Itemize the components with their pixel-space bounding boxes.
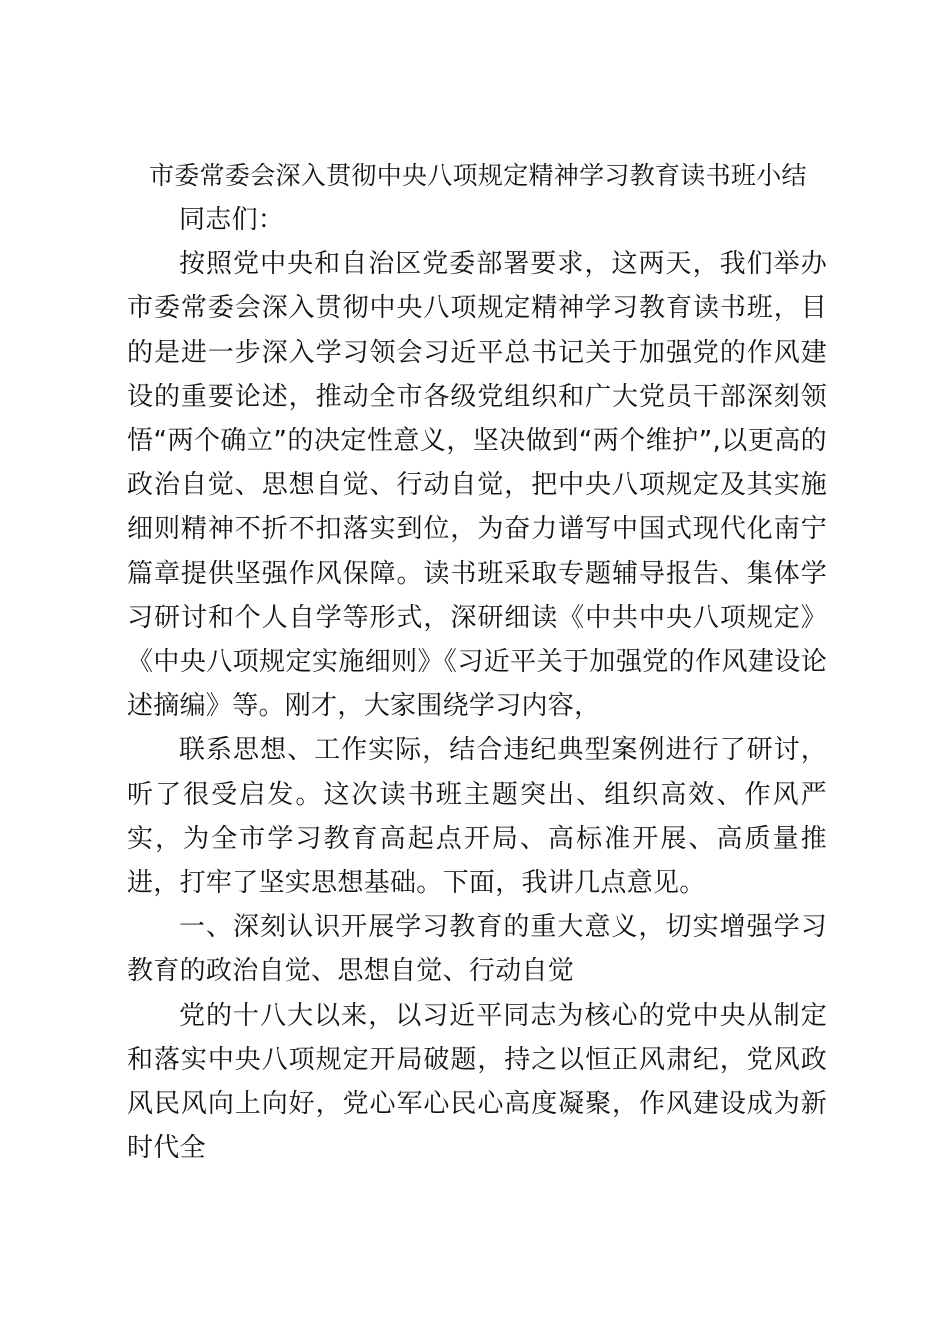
section-paragraph: 党的十八大以来，以习近平同志为核心的党中央从制定和落实中央八项规定开局破题，持之以恒正风肃纪，党风政风民风向上向好，党心军心民心高度凝聚，作风建设成为新时代全: [127, 1000, 827, 1164]
document-title: 市委常委会深入贯彻中央八项规定精神学习教育读书班小结: [149, 161, 807, 190]
greeting: 同志们：: [179, 205, 285, 235]
section-heading: 一、深刻认识开展学习教育的重大意义，切实增强学习教育的政治自觉、思想自觉、行动自觉: [127, 912, 827, 987]
document-body: [127, 154, 827, 1170]
paragraph-2: 联系思想、工作实际，结合违纪典型案例进行了研讨，听了很受启发。这次读书班主题突出、组织高效、作风严实，为全市学习教育高起点开局、高标准开展、高质量推进，打牢了坚实思想基础。下面，我讲几点意见。: [127, 735, 827, 899]
paragraph-1: 按照党中央和自治区党委部署要求，这两天，我们举办市委常委会深入贯彻中央八项规定精神学习教育读书班，目的是进一步深入学习领会习近平总书记关于加强党的作风建设的重要论述，推动全市各级党组织和广大党员干部深刻领悟“两个确立”的决定性意义，坚决做到“两个维护”,以更高的政治自觉、思想自觉、行动自觉，把中央八项规定及其实施细则精神不折不扣落实到位，为奋力谱写中国式现代化南宁篇章提供坚强作风保障。读书班采取专题辅导报告、集体学习研讨和个人自学等形式，深研细读《中共中央八项规定》《中央八项规定实施细则》《习近平关于加强党的作风建设论述摘编》等。刚才，大家围绕学习内容，: [127, 249, 827, 722]
